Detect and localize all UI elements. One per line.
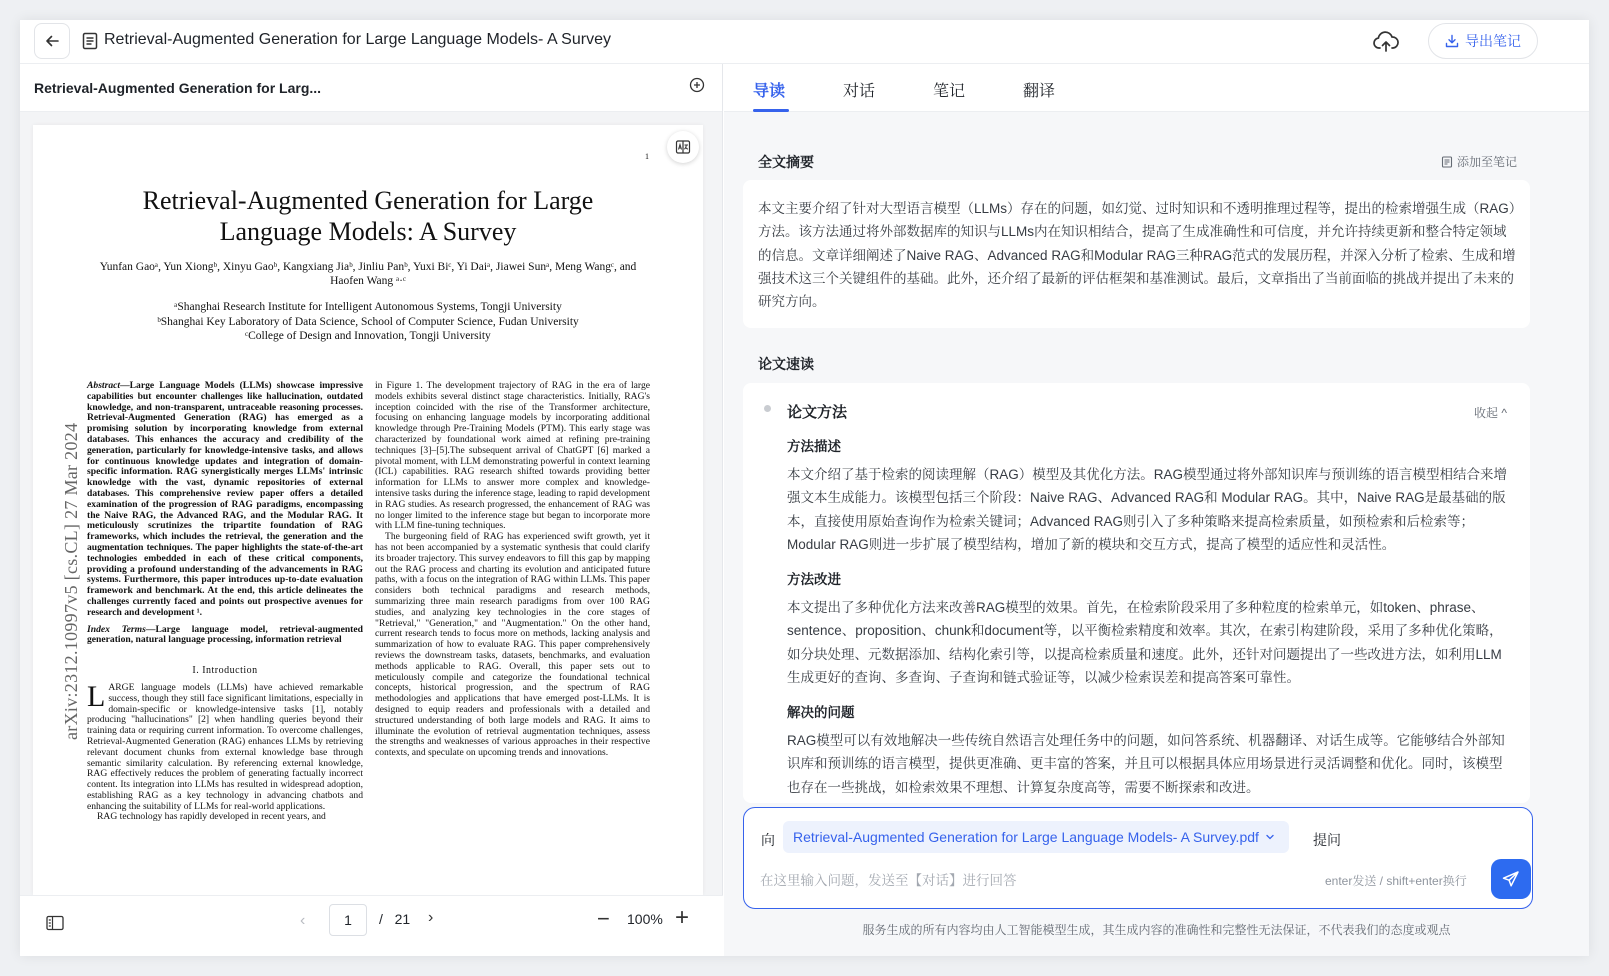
file-selector-label: Retrieval-Augmented Generation for Large Language Models- A Survey.pdf xyxy=(793,829,1259,845)
to-label: 向 xyxy=(761,832,775,848)
tab-notes[interactable]: 笔记 xyxy=(933,83,966,100)
paper-index-terms xyxy=(87,625,363,647)
tab-bar xyxy=(724,64,1589,112)
arxiv-stamp: arXiv:2312.10997v5 [cs.CL] 27 Mar 2024 xyxy=(61,422,81,740)
pdf-viewer-toolbar xyxy=(20,64,722,112)
intro-paragraph-2: RAG technology has rapidly developed in recent years, and xyxy=(97,811,326,823)
affiliation-a: ᵃShanghai Research Institute for Intelligent Autonomous Systems, Tongji University xyxy=(174,301,562,313)
zoom-level: 100% xyxy=(627,911,663,927)
method-improvement-title: 方法改进 xyxy=(787,572,841,587)
page-number-input[interactable]: 1 xyxy=(329,904,367,936)
index-terms-label: Index Terms xyxy=(87,623,146,635)
paper-affiliations xyxy=(93,300,643,344)
file-selector[interactable] xyxy=(783,821,1289,853)
chevron-down-icon xyxy=(1265,832,1275,842)
chevron-left-icon[interactable]: ‹ xyxy=(300,912,306,929)
cloud-upload-icon xyxy=(1373,31,1399,53)
arrow-left-icon xyxy=(43,32,61,50)
reading-guide-pane xyxy=(724,64,1589,956)
chat-composer xyxy=(743,807,1533,909)
paper-left-column xyxy=(87,381,363,823)
quick-read-section-title: 论文速读 xyxy=(758,356,814,372)
intro-paragraph xyxy=(87,679,363,813)
index-terms-text: —Large language model, retrieval-augmented generation, natural language processing, information retrieval xyxy=(87,623,363,646)
page-total-count: 21 xyxy=(394,911,411,927)
pdf-pagination-bar xyxy=(20,895,723,956)
tab-chat[interactable]: 对话 xyxy=(843,83,876,100)
send-hint: enter发送 / shift+enter换行 xyxy=(1325,874,1467,888)
note-icon xyxy=(1441,156,1453,168)
add-to-notes-button[interactable] xyxy=(1441,153,1517,170)
paper-right-column xyxy=(375,381,650,759)
intro-dropcap: L xyxy=(87,679,106,713)
affiliation-b: ᵇShanghai Key Laboratory of Data Science, School of Computer Science, Fudan University xyxy=(157,315,579,328)
add-circle-icon[interactable] xyxy=(689,77,705,93)
zoom-out-icon[interactable]: − xyxy=(597,906,610,931)
method-section-title: 论文方法 xyxy=(787,404,848,421)
problem-solved-title: 解决的问题 xyxy=(787,705,855,720)
bullet-dot xyxy=(764,405,771,412)
chevron-right-icon[interactable]: › xyxy=(428,909,434,926)
tab-translate[interactable]: 翻译 xyxy=(1023,83,1056,100)
add-to-notes-label: 添加至笔记 xyxy=(1457,155,1518,169)
abstract-text: —Large Language Models (LLMs) showcase impressive capabilities but encounter challenges like hallucination, outdated knowledge, and non-transparent, untraceable reasoning processes. Retrieval-Augmented Generation (RAG) has emerged as a promising solution by incorporating knowledge from external databases. This enhances the accuracy and credibility of the generation, particularly for knowledge-intensive tasks, and allows for continuous knowledge updates and integration of domain-specific information. RAG synergistically merges LLMs' intrinsic knowledge with the vast, dynamic repositories of external databases. This comprehensive review paper offers a detailed examination of the progression of RAG paradigms, encompassing the Naive RAG, the Advanced RAG, and the Modular RAG. It meticulously scrutinizes the tripartite foundation of RAG frameworks, which includes the retrieval, the generation and the augmentation techniques. The paper highlights the state-of-the-art technologies embedded in each of these critical components, providing a profound understanding of the advancements in RAG systems. Furthermore, this paper introduces up-to-date evaluation framework and benchmark. At the end, this article delineates the challenges currently faced and points out prospective avenues for research and development ¹. xyxy=(87,380,363,618)
active-tab-indicator xyxy=(753,109,789,112)
affiliation-c: ᶜCollege of Design and Innovation, Tongji University xyxy=(245,330,491,342)
tab-guide[interactable]: 导读 xyxy=(753,83,786,100)
method-description-text: 本文介绍了基于检索的阅读理解（RAG）模型及其优化方法。RAG模型通过将外部知识库与预训练的语言模型相结合来增强文本生成能力。该模型包括三个阶段：Naive RAG、Advanced RAG和 Modular RAG。其中，Naive RAG是最基础的版本，直接使用原始查询作为检索关键词；Advanced RAG则引入了多种策略来提高检索质量，如预检索和后检索等；Modular RAG则进一步扩展了模型结构，增加了新的模块和交互方式，提高了模型的适应性和灵活性。 xyxy=(787,467,1508,552)
method-improvement-text: 本文提出了多种优化方法来改善RAG模型的效果。首先，在检索阶段采用了多种粒度的检索单元，如token、phrase、sentence、proposition、chunk和document等，以平衡检索精度和效率。其次，在索引构建阶段，采用了多种优化策略，如分块处理、元数据添加、结构化索引等，以提高检索质量和速度。此外，还针对问题提出了一些改进方法，如利用LLM生成更好的查询、多查询、子查询和链式验证等，以减少检索误差和提高答案可靠性。 xyxy=(787,600,1503,685)
pdf-viewer-pane xyxy=(20,64,723,956)
ai-disclaimer: 服务生成的所有内容均由人工智能模型生成，其生成内容的准确性和完整性无法保证，不代表我们的态度或观点 xyxy=(862,923,1451,937)
cloud-upload-button[interactable] xyxy=(1372,28,1400,56)
intro-paragraph-text: ARGE language models (LLMs) have achieved remarkable success, though they still face significant limitations, especially in domain-specific or knowledge-intensive tasks [1], notably producing "hallucinations" [2] when handling queries beyond their training data or requiring current information. To overcome challenges, Retrieval-Augmented Generation (RAG) enhances LLMs by retrieving relevant document chunks from external knowledge base through semantic similarity calculation. By referencing external knowledge, RAG effectively reduces the problem of generating factually incorrect content. Its integration into LLMs has resulted in widespread adoption, establishing RAG as a key technology in advancing chatbots and enhancing the suitability of LLMs for real-world applications. xyxy=(87,681,363,812)
document-icon xyxy=(82,32,98,50)
document-title: Retrieval-Augmented Generation for Large Language Models- A Survey xyxy=(104,31,611,48)
export-notes-button[interactable] xyxy=(1428,23,1538,59)
send-icon xyxy=(1502,870,1520,888)
sidebar-toggle-icon[interactable] xyxy=(46,915,64,931)
page-separator: / xyxy=(379,911,383,927)
section-heading: I. Introduction xyxy=(192,665,258,677)
summary-section-title: 全文摘要 xyxy=(758,154,814,170)
collapse-button[interactable]: 收起 ^ xyxy=(1474,406,1507,420)
translate-icon xyxy=(675,139,691,155)
question-input[interactable] xyxy=(760,868,1320,892)
paper-authors: Yunfan Gaoᵃ, Yun Xiongᵇ, Xinyu Gaoᵇ, Kangxiang Jiaᵇ, Jinliu Panᵇ, Yuxi Biᶜ, Yi Daiᵃ, Jiawei Sunᵃ, Meng Wangᶜ, and Haofen Wang ᵃ·ᶜ xyxy=(99,261,637,287)
right-paragraph-1: in Figure 1. The development trajectory of RAG in the era of large models exhibits several distinct stage characteristics. Initially, RAG's inception coincided with the rise of the Transformer architecture, focusing on enhancing language models by incorporating additional knowledge through Pre-Training Models (PTM). This early stage was characterized by foundational work aimed at refining pre-training techniques [3]–[5].The subsequent arrival of ChatGPT [6] marked a pivotal moment, with LLM demonstrating powerful in context learning (ICL) capabilities. RAG research shifted towards providing better information for LLMs to answer more complex and knowledge-intensive tasks during the inference stage, leading to rapid development in RAG studies. As research progressed, the enhancement of RAG was no longer limited to the inference stage but began to incorporate more with LLM fine-tuning techniques. xyxy=(375,380,650,532)
method-description-title: 方法描述 xyxy=(787,439,841,454)
abstract-label: Abstract xyxy=(87,380,121,391)
pdf-page-number: 1 xyxy=(645,152,649,161)
paper-abstract xyxy=(87,381,363,619)
paper-title: Retrieval-Augmented Generation for Large Language Models: A Survey xyxy=(142,186,594,246)
summary-text: 本文主要介绍了针对大型语言模型（LLMs）存在的问题，如幻觉、过时知识和不透明推理过程等，提出的检索增强生成（RAG）方法。该方法通过将外部数据库的知识与LLMs内在知识相结合，提高了生成准确性和可信度，并允许持续更新和整合特定领域的信息。文章详细阐述了Naive RAG、Advanced RAG和Modular RAG三种RAG范式的发展历程，并深入分析了检索、生成和增强技术这三个关键组件的基础。此外，还介绍了最新的评估框架和基准测试。最后，文章指出了当前面临的挑战并提出了未来的研究方向。 xyxy=(758,201,1516,310)
right-paragraph-2: The burgeoning field of RAG has experienced swift growth, yet it has not been accompanied by a systematic synthesis that could clarify its broader trajectory. This survey endeavors to fill this gap by mapping out the RAG process and charting its evolution and anticipated future paths, with a focus on the integration of RAG within LLMs. This paper considers both technical paradigms and research methods, summarizing three main research paradigms from over 100 RAG studies, and analyzing key technologies in the core stages of "Retrieval," "Generation," and "Augmentation." On the other hand, current research tends to focus more on methods, lacking analysis and summarization of how to evaluate RAG. This paper comprehensively reviews the downstream tasks, datasets, benchmarks, and evaluation methods applicable to RAG. Overall, this paper sets out to meticulously compile and categorize the foundational technical concepts, historical progression, and the spectrum of RAG methodologies and applications that have emerged post-LLMs. It is designed to equip readers and professionals with a detailed and structured understanding of both large models and RAG. It aims to illuminate the evolution of retrieval augmentation techniques, assess the strengths and weaknesses of various approaches in their respective contexts, and speculate on upcoming trends and innovations. xyxy=(375,531,650,759)
pdf-page xyxy=(33,125,703,895)
ask-label: 提问 xyxy=(1313,832,1341,848)
pdf-short-title: Retrieval-Augmented Generation for Larg... xyxy=(34,80,322,96)
translate-toggle-button[interactable] xyxy=(667,131,699,163)
page-total xyxy=(379,911,410,927)
top-header xyxy=(20,20,1589,64)
export-notes-label: 导出笔记 xyxy=(1465,33,1521,49)
back-button[interactable] xyxy=(34,23,70,59)
problem-solved-text: RAG模型可以有效地解决一些传统自然语言处理任务中的问题，如问答系统、机器翻译、对话生成等。它能够结合外部知识库和预训练的语言模型，提供更准确、更丰富的答案，并且可以根据具体应用场景进行灵活调整和优化。同时，该模型也存在一些挑战，如检索效果不理想、计算复杂度高等，需要不断探索和改进。 xyxy=(787,733,1505,795)
send-button[interactable] xyxy=(1491,859,1531,899)
zoom-in-icon[interactable]: + xyxy=(675,904,690,931)
app-window xyxy=(20,20,1589,956)
download-icon xyxy=(1445,34,1459,48)
